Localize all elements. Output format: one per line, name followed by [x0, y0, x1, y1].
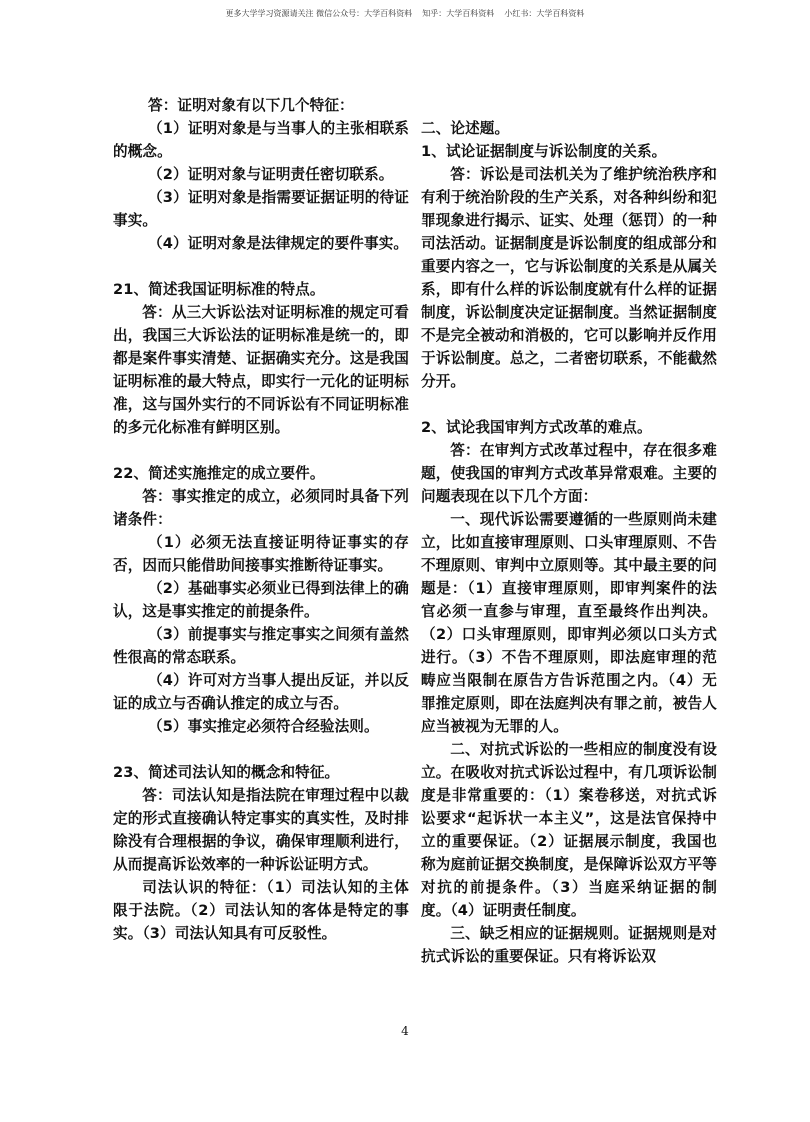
question-heading: 1、试论证据制度与诉讼制度的关系。 [421, 143, 667, 160]
body-paragraph: 司法认识的特征：（1）司法认知的主体限于法院。（2）司法认知的客体是特定的事实。（3）司法认知具有可反驳性。 [113, 879, 409, 942]
right-column [421, 94, 717, 968]
answer-paragraph: 答：诉讼是司法机关为了维护统治秩序和有利于统治阶段的生产关系，对各种纠纷和犯罪现象进行揭示、证实、处理（惩罚）的一种司法活动。证据制度是诉讼制度的组成部分和重要内容之一，它与诉讼制度的关系是从属关系，即有什么样的诉讼制度就有什么样的证据制度，诉讼制度决定证据制度。当然证据制度不是完全被动和消极的，它可以影响并反作用于诉讼制度。总之，二者密切联系，不能截然分开。 [421, 166, 717, 390]
list-item: （4）许可对方当事人提出反证，并以反证的成立与否确认推定的成立与否。 [113, 672, 409, 712]
page-header: 更多大学学习资源请关注 微信公众号：大学百科资料 知乎：大学百科资料 小红书：大学百科资料 [225, 9, 585, 18]
answer-paragraph: 答：在审判方式改革过程中，存在很多难题，使我国的审判方式改革异常艰难。主要的问题表现在以下几个方面： [421, 442, 717, 505]
left-column [113, 94, 409, 945]
body-paragraph: 二、对抗式诉讼的一些相应的制度没有设立。在吸收对抗式诉讼过程中，有几项诉讼制度是非常重要的：（1）案卷移送，对抗式诉讼要求“起诉状一本主义”，这是法官保持中立的重要保证。（2）证据展示制度，我国也称为庭前证据交换制度，是保障诉讼双方平等对抗的前提条件。（3）当庭采纳证据的制度。（4）证明责任制度。 [421, 741, 717, 919]
answer-paragraph: 答：从三大诉讼法对证明标准的规定可看出，我国三大诉讼法的证明标准是统一的，即都是案件事实清楚、证据确实充分。这是我国证明标准的最大特点，即实行一元化的证明标准，这与国外实行的不同诉讼有不同证明标准的多元化标准有鲜明区别。 [113, 304, 409, 436]
answer-paragraph: 答：事实推定的成立，必须同时具备下列诸条件： [113, 488, 409, 528]
list-item: （2）证明对象与证明责任密切联系。 [148, 166, 394, 183]
answer-paragraph: 答：司法认知是指法院在审理过程中以裁定的形式直接确认特定事实的真实性，及时排除没有合理根据的争议，确保审理顺利进行，从而提高诉讼效率的一种诉讼证明方式。 [113, 787, 409, 873]
question-heading: 23、简述司法认知的概念和特征。 [113, 764, 340, 781]
list-item: （1）证明对象是与当事人的主张相联系的概念。 [113, 120, 409, 160]
body-paragraph: 一、现代诉讼需要遵循的一些原则尚未建立，比如直接审理原则、口头审理原则、不告不理原则、审判中立原则等。其中最主要的问题是：（1）直接审理原则，即审判案件的法官必须一直参与审理，直至最终作出判决。（2）口头审理原则，即审判必须以口头方式进行。（3）不告不理原则，即法庭审理的范畴应当限制在原告方告诉范围之内。（4）无罪推定原则，即在法庭判决有罪之前，被告人应当被视为无罪的人。 [421, 511, 717, 735]
section-heading: 二、论述题。 [421, 120, 510, 137]
list-item: （1）必须无法直接证明待证事实的存否，因而只能借助间接事实推断待证事实。 [113, 534, 409, 574]
list-item: （2）基础事实必须业已得到法律上的确认，这是事实推定的前提条件。 [113, 580, 409, 620]
list-item: （3）证明对象是指需要证据证明的待证事实。 [113, 189, 409, 229]
question-heading: 2、试论我国审判方式改革的难点。 [421, 419, 652, 436]
body-paragraph: 三、缺乏相应的证据规则。证据规则是对抗式诉讼的重要保证。只有将诉讼双 [421, 925, 717, 965]
list-item: （4）证明对象是法律规定的要件事实。 [148, 235, 409, 252]
answer-paragraph: 答：证明对象有以下几个特征： [148, 97, 354, 114]
question-heading: 21、简述我国证明标准的特点。 [113, 281, 325, 298]
page-number: 4 [401, 1024, 409, 1038]
list-item: （3）前提事实与推定事实之间须有盖然性很高的常态联系。 [113, 626, 409, 666]
question-heading: 22、简述实施推定的成立要件。 [113, 465, 325, 482]
list-item: （5）事实推定必须符合经验法则。 [148, 718, 379, 735]
